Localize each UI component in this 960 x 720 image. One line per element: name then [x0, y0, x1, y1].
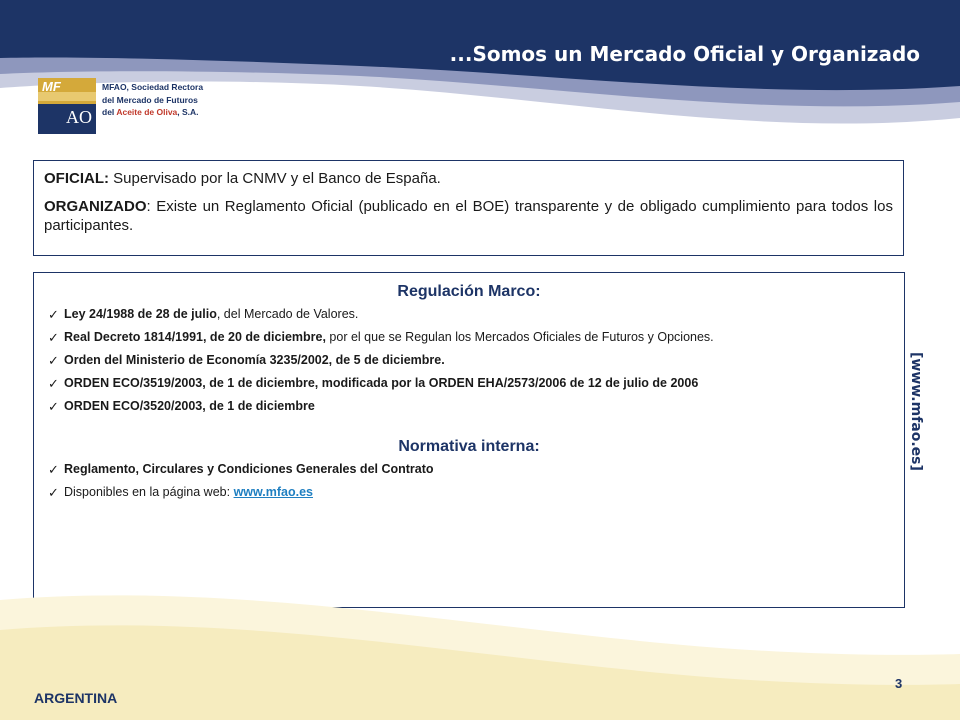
footer-wave	[0, 560, 960, 720]
check-icon: ✓	[48, 307, 59, 322]
logo-mark-bottom: AO	[66, 107, 92, 127]
logo-line-1: MFAO, Sociedad Rectora	[102, 82, 204, 92]
page-number: 3	[895, 676, 903, 691]
side-website-label: [www.mfao.es]	[908, 352, 924, 471]
footer-label: ARGENTINA	[34, 690, 118, 706]
internal-rules-list	[34, 462, 904, 500]
slide-title: ...Somos un Mercado Oficial y Organizado	[449, 42, 920, 66]
check-icon: ✓	[48, 399, 59, 414]
logo-mark-top: MF	[42, 79, 61, 94]
regulation-heading: Regulación Marco:	[397, 283, 541, 300]
check-icon: ✓	[48, 462, 59, 477]
logo-line-3: del Aceite de Oliva, S.A.	[102, 107, 199, 117]
internal-rules-heading: Normativa interna:	[398, 438, 540, 455]
regulation-box	[33, 272, 905, 608]
regulation-list	[34, 307, 904, 414]
logo-line-2: del Mercado de Futuros	[102, 94, 198, 105]
list-item: ✓ Real Decreto 1814/1991, de 20 de diciembre, por el que se Regulan los Mercados Oficiales de Futuros y Opciones.	[48, 330, 714, 345]
list-item: ✓ ORDEN ECO/3519/2003, de 1 de diciembre, modificada por la ORDEN EHA/2573/2006 de 12 de julio de 2006	[48, 376, 699, 391]
website-link[interactable]: www.mfao.es	[233, 485, 313, 499]
official-info-box	[33, 160, 904, 256]
list-item: ✓ Disponibles en la página web: www.mfao.es	[48, 485, 313, 500]
list-item: ✓ Orden del Ministerio de Economía 3235/2002, de 5 de diciembre.	[48, 353, 445, 368]
check-icon: ✓	[48, 485, 59, 500]
check-icon: ✓	[48, 376, 59, 391]
organizado-statement: ORGANIZADO: Existe un Reglamento Oficial (publicado en el BOE) transparente y de obligado cumplimiento para todos los participantes.	[44, 198, 893, 234]
oficial-statement: OFICIAL: Supervisado por la CNMV y el Banco de España.	[44, 170, 441, 187]
list-item: ✓ Ley 24/1988 de 28 de julio, del Mercado de Valores.	[48, 307, 359, 322]
check-icon: ✓	[48, 353, 59, 368]
check-icon: ✓	[48, 330, 59, 345]
list-item: ✓ Reglamento, Circulares y Condiciones Generales del Contrato	[48, 462, 434, 477]
logo-mark	[38, 78, 96, 134]
list-item: ✓ ORDEN ECO/3520/2003, de 1 de diciembre	[48, 399, 315, 414]
logo-company-name	[102, 81, 203, 119]
company-logo	[38, 78, 238, 136]
